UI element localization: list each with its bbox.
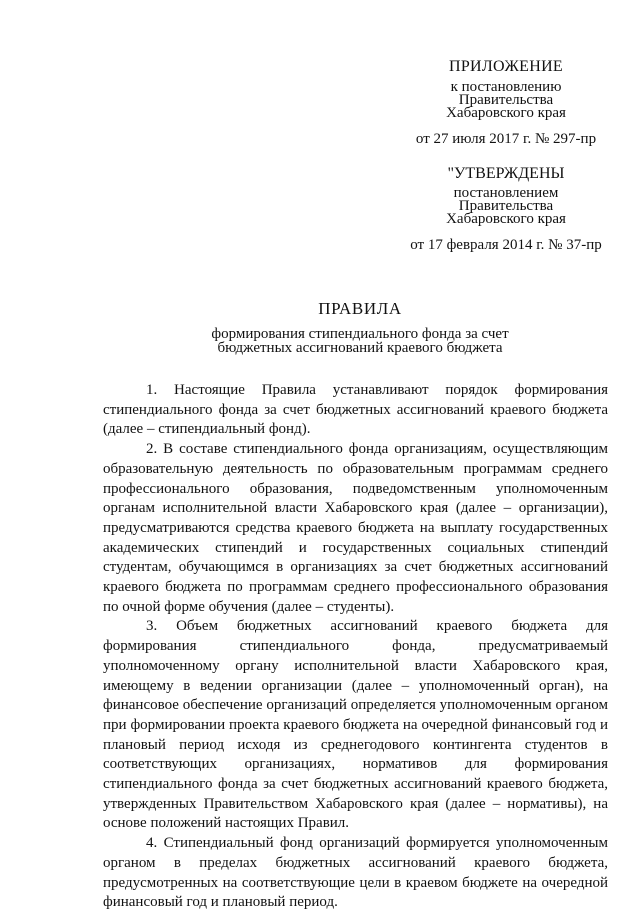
body-text: [103, 381, 608, 913]
document-subtitle-line-2: бюджетных ассигнований краевого бюджета: [217, 340, 503, 356]
paragraph-4: 4. Стипендиальный фонд организаций формируется уполномоченным органом в пределах бюджетных ассигнований краевого бюджета, предусмотренных на соответствующие цели в краевом бюджете на очередной финансовый год и плановый период.: [103, 835, 608, 911]
paragraph-1: 1. Настоящие Правила устанавливают порядок формирования стипендиального фонда за счет бюджетных ассигнований краевого бюджета (далее – стипендиальный фонд).: [103, 382, 608, 438]
document-subtitle-line-1: формирования стипендиального фонда за счет: [211, 326, 509, 342]
appendix-block: [386, 60, 626, 252]
approved-date: от 17 февраля 2014 г. № 37-пр: [410, 237, 602, 253]
paragraph-3: 3. Объем бюджетных ассигнований краевого бюджета для формирования стипендиального фонда, предусматриваемый уполномоченному органу исполнительной власти Хабаровского края, имеющему в ведении организации (далее – уполномоченный орган), на финансовое обеспечение организаций определяется уполномоченным органом при формировании проекта краевого бюджета на очередной финансовый год и плановый период исходя из среднегодового контингента студентов в соответствующих организациях, нормативов для формирования стипендиального фонда за счет бюджетных ассигнований краевого бюджета, утвержденных Правительством Хабаровского края (далее – нормативы), на основе положений настоящих Правил.: [103, 618, 608, 832]
appendix-date: от 27 июля 2017 г. № 297-пр: [415, 131, 597, 147]
appendix-heading: ПРИЛОЖЕНИЕ: [448, 58, 563, 75]
document-title: ПРАВИЛА: [318, 299, 402, 318]
paragraph-2: 2. В составе стипендиального фонда организациям, осуществляющим образовательную деятельность по образовательным программам среднего профессионального образования, подведомственным уполномоченным органам исполнительной власти Хабаровского края (далее – организации), предусматриваются средства краевого бюджета на выплату государственных академических стипендий и государственных социальных стипендий студентам, обучающимся в организациях за счет бюджетных ассигнований краевого бюджета по программам среднего профессионального образования по очной форме обучения (далее – студенты).: [103, 441, 608, 615]
title-block: [130, 300, 590, 355]
approved-heading: "УТВЕРЖДЕНЫ: [447, 165, 565, 182]
approved-line-1: постановлением: [453, 185, 559, 201]
approved-line-3: Хабаровского края: [446, 211, 566, 227]
appendix-line-3: Хабаровского края: [446, 105, 566, 121]
appendix-line-2: Правительства: [458, 92, 554, 108]
appendix-line-1: к постановлению: [450, 79, 562, 95]
approved-line-2: Правительства: [458, 198, 554, 214]
